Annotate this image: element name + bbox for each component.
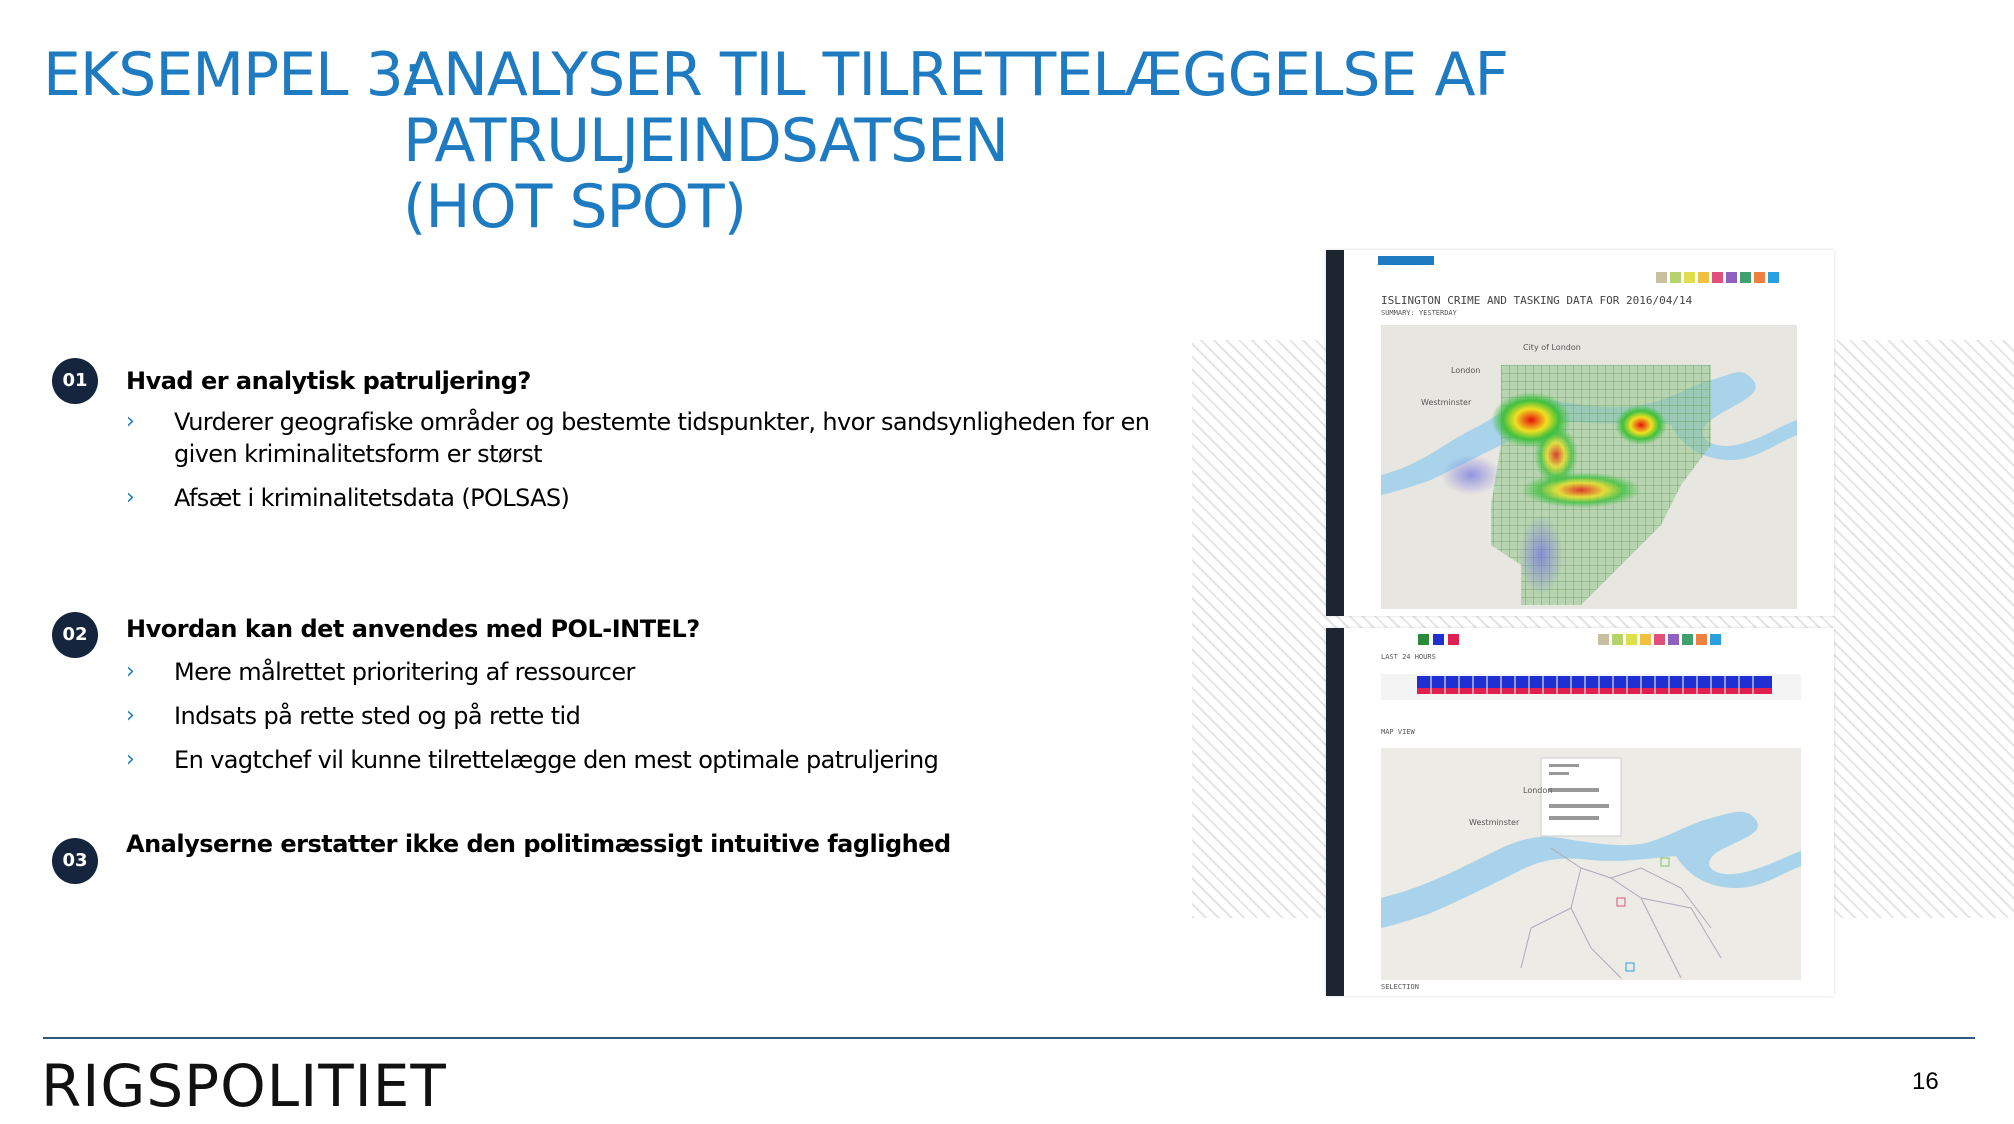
brand-logo: RIGSPOLITIET (41, 1052, 447, 1120)
chevron-right-icon: › (126, 659, 135, 684)
map-label: City of London (1523, 343, 1581, 352)
bullet-list (126, 406, 1152, 526)
crime-heatmap-screenshot (1326, 250, 1834, 616)
section-label: SELECTION (1381, 983, 1419, 991)
map-label: Westminster (1421, 398, 1472, 407)
map-popup (1541, 758, 1621, 836)
hotspot (1615, 405, 1667, 445)
app-sidebar (1326, 628, 1344, 996)
section-label: MAP VIEW (1381, 728, 1415, 736)
section-label: LAST 24 HOURS (1381, 653, 1436, 661)
slide-title-main (403, 42, 2014, 240)
map-label: London (1523, 786, 1553, 795)
patrol-map (1381, 748, 1801, 980)
chevron-right-icon: › (126, 703, 135, 728)
slide-title-label: EKSEMPEL 3: (43, 40, 422, 110)
slide-title-line1: ANALYSER TIL TILRETTELÆGGELSE AF PATRULJEINDSATSEN (403, 40, 1509, 176)
screenshot-title: ISLINGTON CRIME AND TASKING DATA FOR 2016/04/14 (1381, 294, 1693, 307)
coldspot (1441, 455, 1501, 495)
page-number: 16 (1912, 1068, 1939, 1095)
section-question: Hvad er analytisk patruljering? (126, 367, 531, 395)
section-number-badge: 03 (52, 838, 98, 884)
hotspot (1521, 472, 1641, 508)
list-item: › Mere målrettet prioritering af ressourcer (126, 658, 635, 686)
heatmap-map (1381, 325, 1797, 609)
chevron-right-icon: › (126, 485, 135, 510)
section-question: Hvordan kan det anvendes med POL-INTEL? (126, 615, 700, 643)
section-number-badge: 01 (52, 358, 98, 404)
list-item: › En vagtchef vil kunne tilrettelægge den mest optimale patruljering (126, 746, 939, 774)
prediction-legend (1598, 632, 1721, 650)
section-question: Analyserne erstatter ikke den politimæssigt intuitive faglighed (126, 830, 951, 858)
app-button (1378, 256, 1434, 265)
chevron-right-icon: › (126, 747, 135, 772)
footer-divider (43, 1037, 1975, 1039)
hotspot (1534, 425, 1578, 485)
timeline-bar (1381, 664, 1801, 714)
map-label: London (1451, 366, 1481, 375)
screenshot-subtitle: SUMMARY: YESTERDAY (1381, 309, 1457, 317)
section-number-badge: 02 (52, 612, 98, 658)
chevron-right-icon: › (126, 409, 135, 434)
list-item: › Afsæt i kriminalitetsdata (POLSAS) (126, 484, 570, 512)
selection-legend (1418, 632, 1459, 650)
map-label: Westminster (1469, 818, 1520, 827)
slide-title-line2: (HOT SPOT) (403, 172, 747, 242)
app-sidebar (1326, 250, 1344, 616)
list-item: › Vurderer geografiske områder og bestemte tidspunkter, hvor sandsynligheden for en given kriminalitetsform er størst (126, 408, 1150, 468)
bullet-list (126, 656, 938, 788)
list-item: › Indsats på rette sted og på rette tid (126, 702, 581, 730)
tasking-map-screenshot (1326, 628, 1834, 996)
color-legend (1656, 270, 1779, 288)
coldspot (1519, 515, 1563, 595)
